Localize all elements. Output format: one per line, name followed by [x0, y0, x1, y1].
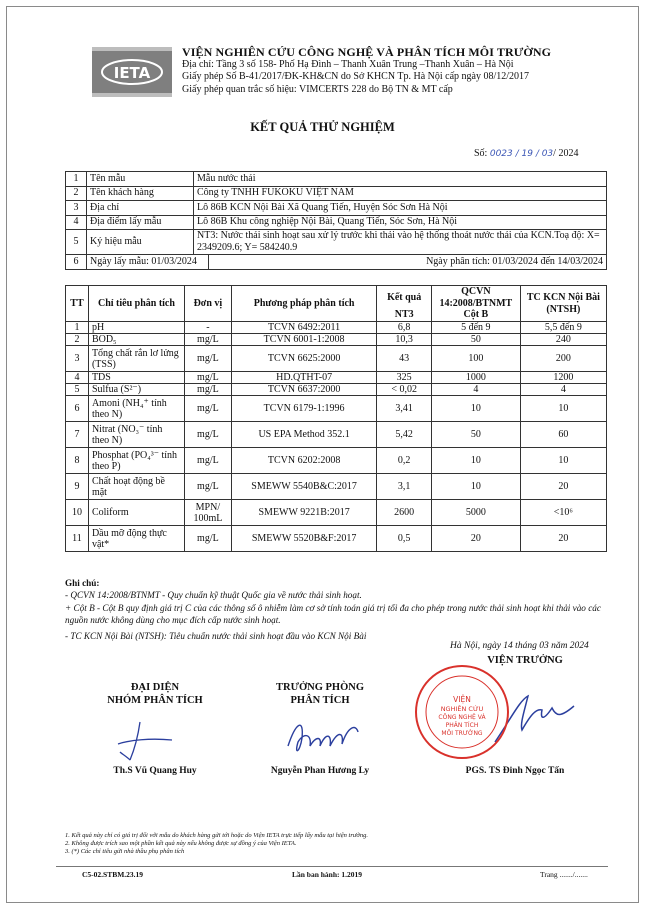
row-parameter: Nitrat (NO₃⁻ tính theo N): [88, 422, 184, 448]
row-index: 2: [66, 334, 89, 346]
row-unit: mg/L: [184, 346, 231, 372]
results-table: [65, 285, 607, 552]
info-row: [66, 201, 607, 216]
svg-text:VIỆN: VIỆN: [453, 695, 471, 704]
row-result: 6,8: [377, 322, 432, 334]
result-row: [66, 448, 607, 474]
signature-2-icon: [278, 712, 368, 762]
col-parameter: Chỉ tiêu phân tích: [88, 286, 184, 322]
row-result: 0,5: [377, 526, 432, 552]
row-qcvn: 100: [431, 346, 520, 372]
report-number-suffix: / 2024: [553, 148, 579, 159]
row-result: < 0,02: [377, 384, 432, 396]
row-tc-kcn: 5,5 đến 9: [520, 322, 606, 334]
row-method: SMEWW 9221B:2017: [231, 500, 377, 526]
svg-text:PHÂN TÍCH: PHÂN TÍCH: [445, 722, 479, 729]
row-parameter: Coliform: [88, 500, 184, 526]
info-index: 2: [66, 186, 87, 201]
info-label: Ký hiệu mẫu: [87, 230, 194, 255]
row-index: 11: [66, 526, 89, 552]
row-result: 325: [377, 372, 432, 384]
signatory-2-title-line1: TRƯỞNG PHÒNG: [276, 682, 364, 693]
signatory-2-title-line2: PHÂN TÍCH: [290, 695, 350, 706]
result-row: [66, 526, 607, 552]
signatory-1-title-line1: ĐẠI DIỆN: [130, 682, 180, 693]
info-label: Tên khách hàng: [87, 186, 194, 201]
info-row-dates: [66, 255, 607, 270]
row-result: 0,2: [377, 448, 432, 474]
row-parameter: Tổng chất rắn lơ lửng (TSS): [88, 346, 184, 372]
signature-1-icon: [100, 718, 190, 766]
result-row: [66, 372, 607, 384]
row-tc-kcn: 4: [520, 384, 606, 396]
footer-divider: [56, 866, 608, 867]
row-qcvn: 5000: [431, 500, 520, 526]
row-unit: mg/L: [184, 526, 231, 552]
form-code: C5-02.STBM.23.19: [82, 870, 144, 879]
info-index: 1: [66, 172, 87, 187]
row-unit: mg/L: [184, 384, 231, 396]
row-index: 7: [66, 422, 89, 448]
row-parameter: Chất hoạt động bề mặt: [88, 474, 184, 500]
row-unit: mg/L: [184, 448, 231, 474]
row-qcvn: 10: [431, 448, 520, 474]
signatory-1-title-line2: NHÓM PHÂN TÍCH: [107, 695, 203, 706]
row-qcvn: 10: [431, 396, 520, 422]
row-unit: -: [184, 322, 231, 334]
row-method: HD.QTHT-07: [231, 372, 377, 384]
row-qcvn: 5 đến 9: [431, 322, 520, 334]
footnote-3: 3. (*) Các chỉ tiêu gửi nhà thầu phụ phân tích: [65, 848, 185, 856]
row-unit: mg/L: [184, 422, 231, 448]
row-parameter: pH: [88, 322, 184, 334]
col-method: Phương pháp phân tích: [231, 286, 377, 322]
row-index: 3: [66, 346, 89, 372]
org-address: Địa chỉ: Tầng 3 số 158- Phố Hạ Đình – Thanh Xuân Trung –Thanh Xuân – Hà Nội: [182, 58, 514, 70]
note-qcvn: - QCVN 14:2008/BTNMT - Quy chuẩn kỹ thuật Quốc gia về nước thải sinh hoạt.: [65, 590, 362, 601]
result-row: [66, 334, 607, 346]
row-result: 3,1: [377, 474, 432, 500]
info-index: 4: [66, 215, 87, 230]
row-qcvn: 20: [431, 526, 520, 552]
note-tc-kcn: - TC KCN Nội Bài (NTSH): Tiêu chuẩn nước thải sinh hoạt đầu vào KCN Nội Bài: [65, 630, 367, 641]
row-parameter: Amoni (NH₄⁺ tính theo N): [88, 396, 184, 422]
ieta-logo: [92, 47, 172, 97]
org-name: VIỆN NGHIÊN CỨU CÔNG NGHỆ VÀ PHÂN TÍCH MÔI TRƯỜNG: [182, 45, 552, 59]
result-row: [66, 474, 607, 500]
info-value: NT3: Nước thải sinh hoạt sau xử lý trước khi thải vào hệ thống thoát nước thải của KCN.Toạ độ: X= 2349209.6; Y= 584240.9: [194, 230, 607, 255]
info-value: Mẫu nước thải: [194, 172, 607, 187]
signatory-2-name: Nguyễn Phan Hương Ly: [270, 766, 370, 776]
col-qcvn: QCVN 14:2008/BTNMT: [431, 286, 520, 310]
results-header-row: [66, 286, 607, 310]
row-index: 10: [66, 500, 89, 526]
row-method: TCVN 6179-1:1996: [231, 396, 377, 422]
row-unit: MPN/ 100mL: [184, 500, 231, 526]
row-index: 8: [66, 448, 89, 474]
row-unit: mg/L: [184, 396, 231, 422]
row-index: 1: [66, 322, 89, 334]
sampling-date: Ngày lấy mẫu: 01/03/2024: [87, 255, 209, 270]
report-number: [474, 148, 578, 159]
row-unit: mg/L: [184, 474, 231, 500]
result-row: [66, 396, 607, 422]
row-qcvn: 50: [431, 422, 520, 448]
row-qcvn: 50: [431, 334, 520, 346]
row-result: 3,41: [377, 396, 432, 422]
result-row: [66, 500, 607, 526]
row-parameter: BOD₅: [88, 334, 184, 346]
row-result: 2600: [377, 500, 432, 526]
signatory-1-title: [80, 681, 230, 707]
row-index: 5: [66, 384, 89, 396]
institute-header: [182, 46, 622, 96]
notes: [65, 577, 610, 642]
row-tc-kcn: 10: [520, 396, 606, 422]
info-index: 5: [66, 230, 87, 255]
svg-text:NGHIÊN CỨU: NGHIÊN CỨU: [440, 705, 484, 713]
row-qcvn: 4: [431, 384, 520, 396]
row-unit: mg/L: [184, 372, 231, 384]
col-result-sub: NT3: [377, 309, 432, 322]
result-row: [66, 384, 607, 396]
row-index: 4: [66, 372, 89, 384]
row-tc-kcn: 1200: [520, 372, 606, 384]
analysis-date: Ngày phân tích: 01/03/2024 đến 14/03/2024: [208, 255, 606, 270]
col-tc-kcn: TC KCN Nội Bài (NTSH): [520, 286, 606, 322]
edition: Lần ban hành: 1.2019: [292, 870, 363, 879]
page-number: Trang ......./.......: [540, 870, 588, 879]
col-unit: Đơn vị: [184, 286, 231, 322]
row-tc-kcn: 200: [520, 346, 606, 372]
note-column-b: + Cột B - Cột B quy định giá trị C của các thông số ô nhiễm làm cơ sở tính toán giá trị tối đa cho phép trong nước thải sinh hoạt khi thải vào các nguồn nước không dùng cho mục đích cấp nước sinh hoạt.: [65, 602, 601, 626]
info-row: [66, 186, 607, 201]
signatory-3-title-line1: VIỆN TRƯỞNG: [487, 655, 563, 666]
document-title: KẾT QUẢ THỬ NGHIỆM: [250, 120, 395, 134]
signatory-1-name: Th.S Vũ Quang Huy: [113, 766, 197, 776]
row-result: 43: [377, 346, 432, 372]
signatory-3-name: PGS. TS Đinh Ngọc Tấn: [465, 766, 565, 776]
row-result: 5,42: [377, 422, 432, 448]
info-value: Lô 86B Khu công nghiệp Nội Bài, Quang Tiến, Sóc Sơn, Hà Nội: [194, 215, 607, 230]
row-method: SMEWW 5520B&F:2017: [231, 526, 377, 552]
row-tc-kcn: 20: [520, 526, 606, 552]
result-row: [66, 422, 607, 448]
col-qcvn-sub: Cột B: [431, 309, 520, 322]
footnote-2: 2. Không được trích sao một phần kết quả này nếu không được sự đồng ý của Viện IETA.: [65, 840, 297, 848]
row-method: TCVN 6492:2011: [231, 322, 377, 334]
info-label: Tên mẫu: [87, 172, 194, 187]
info-label: Địa điểm lấy mẫu: [87, 215, 194, 230]
info-value: Lô 86B KCN Nội Bài Xã Quang Tiến, Huyện Sóc Sơn Hà Nội: [194, 201, 607, 216]
row-tc-kcn: <10⁶: [520, 500, 606, 526]
footnotes: [65, 832, 565, 857]
row-parameter: Phosphat (PO₄³⁻ tính theo P): [88, 448, 184, 474]
info-row: [66, 172, 607, 187]
row-tc-kcn: 240: [520, 334, 606, 346]
row-tc-kcn: 10: [520, 448, 606, 474]
info-row: [66, 215, 607, 230]
report-number-prefix: Số:: [474, 148, 490, 159]
info-index: 3: [66, 201, 87, 216]
row-method: SMEWW 5540B&C:2017: [231, 474, 377, 500]
result-row: [66, 322, 607, 334]
notes-title: Ghi chú:: [65, 578, 100, 588]
result-row: [66, 346, 607, 372]
sample-info-table: [65, 171, 607, 270]
row-parameter: Sulfua (S²⁻): [88, 384, 184, 396]
col-tt: TT: [66, 286, 89, 322]
row-qcvn: 1000: [431, 372, 520, 384]
signatory-2-title: [250, 681, 390, 707]
row-index: 6: [66, 396, 89, 422]
row-method: TCVN 6625:2000: [231, 346, 377, 372]
red-seal-icon: [412, 662, 512, 762]
sign-date: Hà Nội, ngày 14 tháng 03 năm 2024: [450, 641, 589, 651]
row-result: 10,3: [377, 334, 432, 346]
info-row: [66, 230, 607, 255]
footnote-1: 1. Kết quả này chỉ có giá trị đối với mẫu do khách hàng gửi tới hoặc do Viện IETA trực tiếp lấy mẫu tại hiện trường.: [65, 832, 369, 839]
col-result: Kết quả: [377, 286, 432, 310]
row-parameter: Dầu mỡ động thực vật*: [88, 526, 184, 552]
row-method: TCVN 6202:2008: [231, 448, 377, 474]
info-label: Địa chỉ: [87, 201, 194, 216]
row-tc-kcn: 20: [520, 474, 606, 500]
svg-text:CÔNG NGHỆ VÀ: CÔNG NGHỆ VÀ: [438, 714, 486, 721]
row-tc-kcn: 60: [520, 422, 606, 448]
org-monitoring-license: Giấy phép quan trắc số hiệu: VIMCERTS 228 do Bộ TN & MT cấp: [182, 83, 453, 95]
row-method: US EPA Method 352.1: [231, 422, 377, 448]
info-value: Công ty TNHH FUKOKU VIỆT NAM: [194, 186, 607, 201]
row-index: 9: [66, 474, 89, 500]
report-number-handwritten: 0023 / 19 / 03: [489, 149, 554, 159]
row-qcvn: 10: [431, 474, 520, 500]
row-method: TCVN 6637:2000: [231, 384, 377, 396]
row-parameter: TDS: [88, 372, 184, 384]
svg-text:MÔI TRƯỜNG: MÔI TRƯỜNG: [441, 730, 483, 737]
org-license: Giấy phép Số B-41/2017/ĐK-KH&CN do Sở KHCN Tp. Hà Nội cấp ngày 08/12/2017: [182, 71, 530, 83]
info-index: 6: [66, 255, 87, 270]
row-unit: mg/L: [184, 334, 231, 346]
logo-text: IETA: [113, 64, 151, 82]
row-method: TCVN 6001-1:2008: [231, 334, 377, 346]
